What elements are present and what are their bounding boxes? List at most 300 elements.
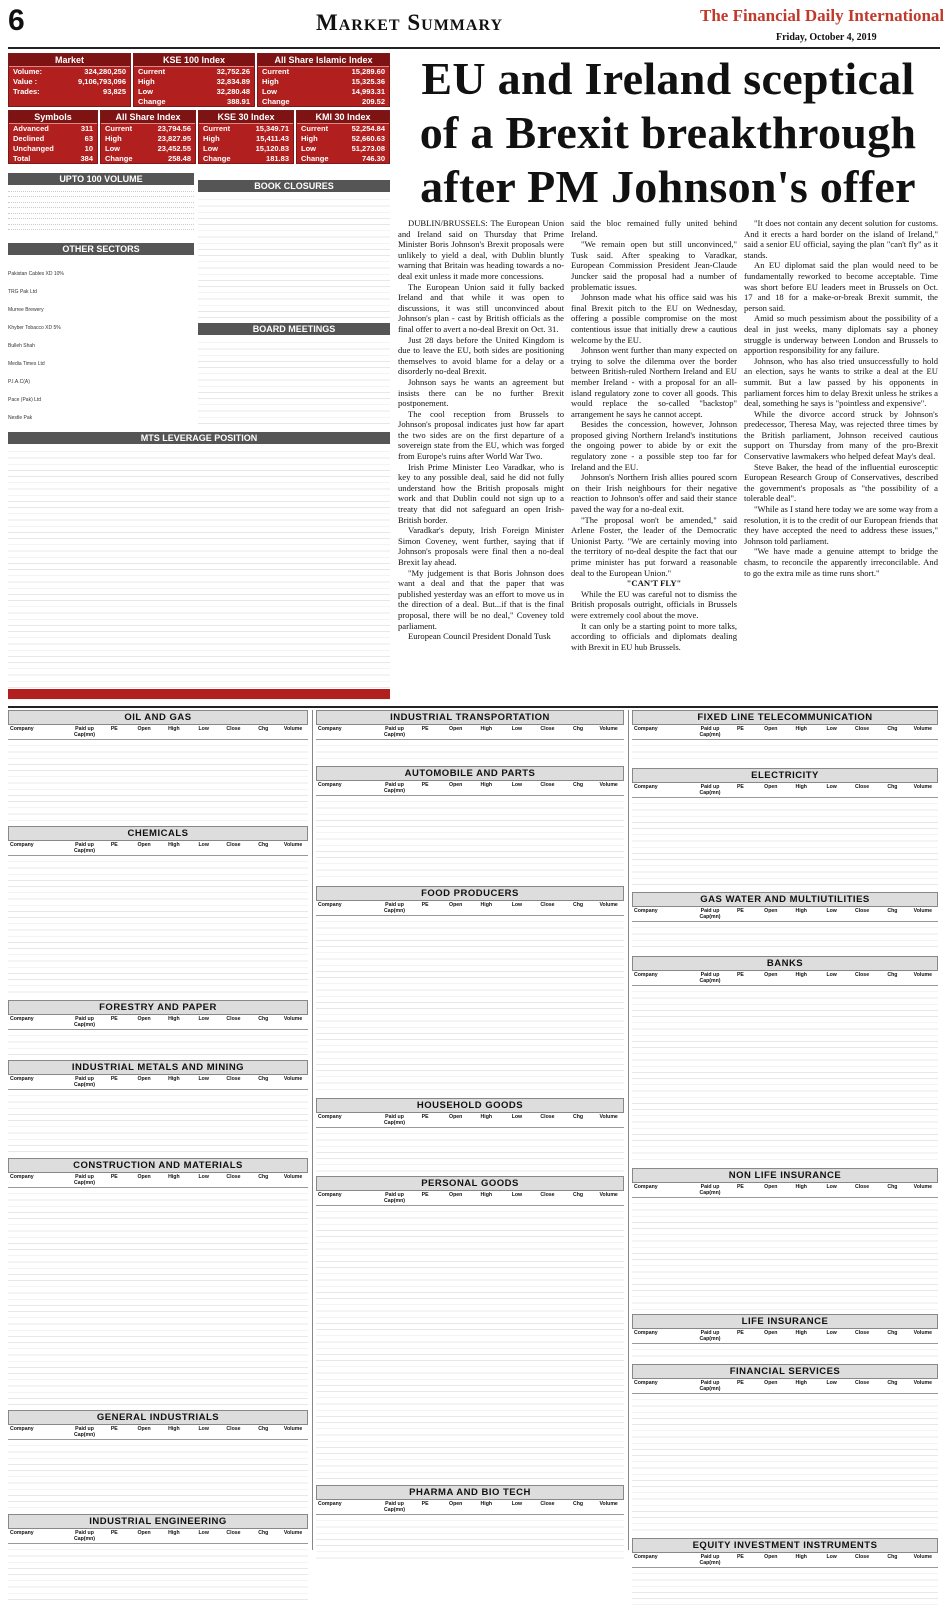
col-pe: PE bbox=[110, 1530, 118, 1536]
col-volume: Volume bbox=[283, 726, 303, 732]
kmi30-title: KMI 30 Index bbox=[297, 111, 389, 124]
col-paidup: Paid up Cap(mn) bbox=[73, 1530, 96, 1542]
article-paragraph: Johnson's Northern Irish allies poured scorn on their Irish neighbours for their negative reaction to Johnson's offer and said their stance paved the way for a no-deal exit. bbox=[571, 472, 737, 515]
symbols-box bbox=[8, 110, 98, 164]
col-pe: PE bbox=[421, 1192, 429, 1198]
index-value: 32,752.26 bbox=[216, 67, 250, 76]
col-chg: Chg bbox=[887, 908, 898, 914]
col-open: Open bbox=[764, 726, 778, 732]
col-company: Company bbox=[10, 1076, 34, 1082]
article-paragraph: Amid so much pessimism about the possibility of a deal in just weeks, many diplomats say a phoney struggle is underway between London and Brussels to apportion responsibility for any failure. bbox=[744, 313, 938, 356]
col-pe: PE bbox=[421, 1501, 429, 1507]
col-volume: Volume bbox=[913, 1330, 933, 1336]
col-chg: Chg bbox=[258, 726, 269, 732]
col-high: High bbox=[168, 726, 180, 732]
sector-rows bbox=[632, 1344, 938, 1360]
col-low: Low bbox=[826, 1184, 837, 1190]
col-open: Open bbox=[449, 782, 463, 788]
index-value: 52,660.63 bbox=[351, 134, 385, 143]
column-headers bbox=[8, 1015, 308, 1030]
col-close: Close bbox=[226, 1016, 241, 1022]
article-paragraph: Johnson made what his office said was his final Brexit pitch to the EU on Wednesday, offering a possible compromise on the most contentious issue that initially drew a cautious welcome by the EU. bbox=[571, 292, 737, 345]
col-low: Low bbox=[198, 1174, 209, 1180]
sector-rows bbox=[632, 740, 938, 764]
col-paidup: Paid up Cap(mn) bbox=[383, 782, 406, 794]
col-close: Close bbox=[540, 1114, 555, 1120]
article-paragraph: Johnson says he wants an agreement but insists there can be no further Brexit postponement. bbox=[398, 376, 564, 409]
allshare-box bbox=[100, 110, 196, 164]
sector-header: LIFE INSURANCE bbox=[632, 1314, 938, 1329]
sector-rows bbox=[8, 1544, 308, 1604]
col-paidup: Paid up Cap(mn) bbox=[383, 726, 406, 738]
col-low: Low bbox=[826, 972, 837, 978]
col-chg: Chg bbox=[573, 726, 584, 732]
other-sector-row: Pakistan Cables XD 10% bbox=[8, 271, 64, 277]
sector-header: GENERAL INDUSTRIALS bbox=[8, 1410, 308, 1425]
article-paragraph: "The proposal won't be amended," said Arlene Foster, the leader of the Democratic Unionist Party. "We are certainly moving into the territory of no-deal despite the fact that our prime minister has put forward a reasonable deal to the European Union." bbox=[571, 514, 737, 578]
index-label: High bbox=[203, 134, 220, 143]
article-paragraph: Varadkar's deputy, Irish Foreign Minister Simon Coveney, went further, saying that if Johnson's proposals were final then a no-deal Brexit lay ahead. bbox=[398, 525, 564, 567]
col-high: High bbox=[795, 784, 807, 790]
article-paragraph: "While as I stand here today we are some way from a resolution, it is to the credit of our European friends that they have accepted the need to address these issues," Johnson told parliament. bbox=[744, 504, 938, 546]
index-value: 15,411.43 bbox=[256, 134, 289, 143]
col-pe: PE bbox=[110, 1016, 118, 1022]
col-pe: PE bbox=[736, 784, 744, 790]
col-open: Open bbox=[449, 726, 463, 732]
index-label: Current bbox=[203, 124, 231, 133]
index-label: High bbox=[105, 134, 122, 143]
col-close: Close bbox=[854, 908, 870, 914]
sector-rows bbox=[316, 1206, 624, 1481]
col-volume: Volume bbox=[913, 726, 933, 732]
col-paidup: Paid up Cap(mn) bbox=[383, 902, 406, 914]
index-label: Low bbox=[105, 144, 120, 153]
col-pe: PE bbox=[736, 1380, 744, 1386]
index-value: 15,325.36 bbox=[351, 77, 385, 86]
column-headers bbox=[8, 1425, 308, 1440]
article-col-2 bbox=[571, 218, 737, 652]
col-company: Company bbox=[10, 1530, 34, 1536]
col-open: Open bbox=[764, 972, 778, 978]
sector-rows bbox=[316, 796, 624, 882]
col-low: Low bbox=[826, 1554, 837, 1560]
market-box bbox=[8, 53, 131, 107]
index-label: Change bbox=[105, 154, 133, 163]
col-high: High bbox=[480, 1192, 493, 1198]
sector-rows bbox=[316, 1128, 624, 1172]
column-headers bbox=[632, 1329, 938, 1344]
mts-table bbox=[8, 446, 390, 704]
col-company: Company bbox=[10, 1016, 34, 1022]
article-paragraph: "It does not contain any decent solution for customs. And it erects a hard border on the island of Ireland," said a senior EU official, saying the plan "can't fly" as it stands. bbox=[744, 218, 938, 260]
col-close: Close bbox=[540, 902, 555, 908]
other-sector-row: TRG Pak Ltd bbox=[8, 289, 37, 295]
index-value: 23,827.95 bbox=[157, 134, 191, 143]
market-label: Volume: bbox=[13, 67, 43, 76]
symbols-value: 63 bbox=[84, 134, 93, 143]
column-headers bbox=[632, 1379, 938, 1394]
article-col-3 bbox=[744, 218, 938, 578]
col-pe: PE bbox=[736, 972, 744, 978]
col-low: Low bbox=[826, 908, 837, 914]
market-value: 9,106,793,096 bbox=[78, 77, 126, 86]
column-headers bbox=[316, 725, 624, 740]
sector-rows bbox=[8, 1090, 308, 1154]
sector-rows bbox=[316, 740, 624, 762]
col-company: Company bbox=[634, 1330, 658, 1336]
other-sectors-table bbox=[8, 257, 194, 427]
col-chg: Chg bbox=[887, 784, 898, 790]
col-high: High bbox=[480, 782, 493, 788]
symbols-value: 384 bbox=[80, 154, 93, 163]
other-sector-row: Murree Brewery bbox=[8, 307, 44, 313]
index-value: 15,120.83 bbox=[255, 144, 289, 153]
column-divider bbox=[312, 710, 313, 1550]
col-close: Close bbox=[540, 1501, 555, 1507]
sector-rows bbox=[316, 1515, 624, 1563]
col-paidup: Paid up Cap(mn) bbox=[73, 1174, 96, 1186]
upto100-table bbox=[8, 186, 194, 238]
board-meetings-table bbox=[198, 337, 390, 427]
col-close: Close bbox=[854, 1330, 870, 1336]
symbols-value: 10 bbox=[84, 144, 93, 153]
col-open: Open bbox=[764, 1184, 778, 1190]
column-headers bbox=[632, 1553, 938, 1568]
col-close: Close bbox=[854, 1554, 870, 1560]
col-high: High bbox=[795, 1380, 807, 1386]
article-paragraph: Steve Baker, the head of the influential eurosceptic European Research Group of Conservatives, described the government's proposals as "the possibility of a tolerable deal". bbox=[744, 461, 938, 504]
col-open: Open bbox=[137, 842, 151, 848]
col-low: Low bbox=[198, 1016, 209, 1022]
col-open: Open bbox=[764, 1330, 778, 1336]
board-meetings-header: BOARD MEETINGS bbox=[198, 323, 390, 335]
symbols-value: 311 bbox=[80, 124, 93, 133]
col-low: Low bbox=[511, 902, 523, 908]
article-paragraph: Just 28 days before the United Kingdom is due to leave the EU, both sides are positioning themselves to avoid blame for a delay or a disorderly no-deal Brexit. bbox=[398, 334, 564, 377]
col-low: Low bbox=[511, 1192, 523, 1198]
col-chg: Chg bbox=[887, 972, 898, 978]
column-headers bbox=[632, 725, 938, 740]
col-close: Close bbox=[226, 1174, 241, 1180]
col-open: Open bbox=[137, 726, 151, 732]
col-chg: Chg bbox=[258, 1426, 269, 1432]
col-open: Open bbox=[449, 1192, 463, 1198]
index-label: Change bbox=[301, 154, 329, 163]
col-low: Low bbox=[826, 1380, 837, 1386]
col-open: Open bbox=[137, 1174, 151, 1180]
other-sector-row: Nestle Pak bbox=[8, 415, 33, 421]
col-low: Low bbox=[511, 1114, 523, 1120]
col-company: Company bbox=[318, 1192, 342, 1198]
col-volume: Volume bbox=[599, 1192, 618, 1198]
col-high: High bbox=[795, 908, 807, 914]
col-low: Low bbox=[511, 726, 523, 732]
sector-rows bbox=[316, 916, 624, 1094]
col-low: Low bbox=[198, 842, 209, 848]
col-open: Open bbox=[764, 908, 778, 914]
col-low: Low bbox=[826, 1330, 837, 1336]
col-high: High bbox=[795, 726, 807, 732]
col-paidup: Paid up Cap(mn) bbox=[73, 1016, 96, 1028]
col-pe: PE bbox=[110, 1076, 118, 1082]
index-value: 51,273.08 bbox=[351, 144, 385, 153]
index-label: High bbox=[301, 134, 318, 143]
sector-rows bbox=[632, 922, 938, 952]
col-high: High bbox=[795, 1330, 807, 1336]
col-low: Low bbox=[826, 726, 837, 732]
col-company: Company bbox=[634, 1554, 658, 1560]
headline: EU and Ireland sceptical of a Brexit breakthrough after PM Johnson's offer bbox=[419, 53, 917, 212]
col-chg: Chg bbox=[573, 782, 584, 788]
col-volume: Volume bbox=[599, 1114, 618, 1120]
other-sector-row: Bulleh Shah bbox=[8, 343, 35, 349]
article-paragraph: It can only be a starting point to more talks, according to officials and diplomats dealing with Brexit in EU hub Brussels. bbox=[571, 620, 737, 652]
sector-header: OIL AND GAS bbox=[8, 710, 308, 725]
article-paragraph: While the EU was careful not to dismiss the British proposals outright, officials in Brussels were extremely cool about the move. bbox=[571, 588, 737, 620]
col-company: Company bbox=[318, 1501, 342, 1507]
column-headers bbox=[8, 1075, 308, 1090]
sector-header: FOOD PRODUCERS bbox=[316, 886, 624, 901]
col-company: Company bbox=[10, 1174, 34, 1180]
article-paragraph: DUBLIN/BRUSSELS: The European Union and Ireland said on Thursday that Prime Minister Boris Johnson's Brexit proposals were unlikely to yield a deal, with Dublin bluntly warning that Britain was heading towards a no-deal exit unless it made more concessions. bbox=[398, 218, 564, 281]
allshare-islamic-box bbox=[257, 53, 390, 107]
col-low: Low bbox=[198, 726, 209, 732]
col-high: High bbox=[795, 1184, 807, 1190]
col-paidup: Paid up Cap(mn) bbox=[73, 1076, 96, 1088]
col-close: Close bbox=[226, 1426, 241, 1432]
col-paidup: Paid up Cap(mn) bbox=[699, 1330, 721, 1342]
other-sector-row: Media Times Ltd bbox=[8, 361, 45, 367]
sector-rows bbox=[8, 856, 308, 996]
book-closures-header: BOOK CLOSURES bbox=[198, 180, 390, 192]
page-number: 6 bbox=[8, 4, 25, 37]
col-volume: Volume bbox=[913, 1184, 933, 1190]
col-high: High bbox=[480, 1501, 493, 1507]
col-pe: PE bbox=[736, 1184, 744, 1190]
article-paragraph: Johnson went further than many expected on trying to solve the dilemma over the border between British-ruled Northern Ireland and EU member Ireland - with a proposal for an all-island regulatory zone to cover all goods. This would replace the so-called "backstop" arrangement he says he cannot accept. bbox=[571, 345, 737, 419]
article-paragraph: An EU diplomat said the plan would need to be fundamentally reworked to become acceptable. Time was short before EU leaders meet in Brussels on Oct. 17 and 18 for a make-or-break Brexit summit, the person said. bbox=[744, 260, 938, 313]
sector-header: CONSTRUCTION AND MATERIALS bbox=[8, 1158, 308, 1173]
other-sector-row: Pace (Pak) Ltd bbox=[8, 397, 42, 403]
col-pe: PE bbox=[110, 1426, 118, 1432]
index-value: 23,452.55 bbox=[157, 144, 191, 153]
index-value: 14,993.31 bbox=[351, 87, 385, 96]
col-pe: PE bbox=[736, 908, 744, 914]
sector-rows bbox=[632, 798, 938, 888]
symbols-label: Total bbox=[13, 154, 31, 163]
sector-header: INDUSTRIAL ENGINEERING bbox=[8, 1514, 308, 1529]
index-value: 52,254.84 bbox=[351, 124, 385, 133]
mts-header: MTS LEVERAGE POSITION bbox=[8, 432, 390, 444]
col-low: Low bbox=[198, 1076, 209, 1082]
col-chg: Chg bbox=[258, 1174, 269, 1180]
col-company: Company bbox=[10, 842, 34, 848]
index-label: Low bbox=[138, 87, 153, 96]
col-chg: Chg bbox=[573, 1114, 584, 1120]
other-sector-row: P.I.A.C(A) bbox=[8, 379, 30, 385]
index-value: 15,289.60 bbox=[351, 67, 385, 76]
col-close: Close bbox=[854, 726, 870, 732]
column-divider bbox=[628, 710, 629, 1550]
col-chg: Chg bbox=[887, 1330, 898, 1336]
article-paragraph: "We have made a genuine attempt to bridge the chasm, to reconcile the apparently irreconcilable. And to go the extra mile as time runs short." bbox=[744, 546, 938, 578]
sector-header: FINANCIAL SERVICES bbox=[632, 1364, 938, 1379]
col-company: Company bbox=[634, 1184, 658, 1190]
col-close: Close bbox=[540, 726, 555, 732]
col-company: Company bbox=[318, 1114, 342, 1120]
col-volume: Volume bbox=[283, 1016, 303, 1022]
index-label: Current bbox=[262, 67, 290, 76]
col-volume: Volume bbox=[283, 1530, 303, 1536]
market-value: 93,825 bbox=[103, 87, 126, 96]
index-label: Change bbox=[262, 97, 290, 106]
col-paidup: Paid up Cap(mn) bbox=[73, 726, 96, 738]
publication-date: Friday, October 4, 2019 bbox=[776, 32, 877, 43]
col-volume: Volume bbox=[913, 1554, 933, 1560]
col-volume: Volume bbox=[599, 782, 618, 788]
col-paidup: Paid up Cap(mn) bbox=[699, 1380, 721, 1392]
col-volume: Volume bbox=[913, 784, 933, 790]
col-open: Open bbox=[449, 902, 463, 908]
col-company: Company bbox=[634, 972, 658, 978]
col-open: Open bbox=[137, 1530, 151, 1536]
column-headers bbox=[632, 971, 938, 986]
col-high: High bbox=[795, 972, 807, 978]
col-close: Close bbox=[226, 1076, 241, 1082]
sector-rows bbox=[8, 1440, 308, 1510]
sector-header: PHARMA AND BIO TECH bbox=[316, 1485, 624, 1500]
col-high: High bbox=[168, 1174, 180, 1180]
col-paidup: Paid up Cap(mn) bbox=[699, 972, 721, 984]
sector-header: NON LIFE INSURANCE bbox=[632, 1168, 938, 1183]
col-chg: Chg bbox=[887, 1554, 898, 1560]
article-paragraph: The European Union said it fully backed Ireland and that while it was open to discussions, it was still unconvinced about Johnson's plan - cast by British officials as the final offer to avert a no-deal Brexit on Oct. 31. bbox=[398, 281, 564, 334]
mts-total-bar bbox=[8, 689, 390, 699]
col-low: Low bbox=[198, 1426, 209, 1432]
col-company: Company bbox=[10, 1426, 34, 1432]
col-open: Open bbox=[449, 1114, 463, 1120]
col-close: Close bbox=[854, 784, 870, 790]
article-paragraph: "My judgement is that Boris Johnson does want a deal and that the paper that was published yesterday was an effort to move us in the direction of a deal. But...if that is the final proposal, there will be no deal," Coveney told parliament. bbox=[398, 567, 564, 631]
sector-header: FIXED LINE TELECOMMUNICATION bbox=[632, 710, 938, 725]
market-box-title: Market bbox=[9, 54, 130, 67]
col-chg: Chg bbox=[887, 1184, 898, 1190]
col-high: High bbox=[168, 1426, 180, 1432]
sector-header: PERSONAL GOODS bbox=[316, 1176, 624, 1191]
sector-rows bbox=[8, 740, 308, 822]
index-label: Low bbox=[203, 144, 218, 153]
sector-rows bbox=[632, 1568, 938, 1608]
index-label: Current bbox=[105, 124, 133, 133]
col-company: Company bbox=[634, 784, 658, 790]
index-label: Change bbox=[203, 154, 231, 163]
col-open: Open bbox=[449, 1501, 463, 1507]
sector-header: CHEMICALS bbox=[8, 826, 308, 841]
col-close: Close bbox=[540, 782, 555, 788]
other-sectors-header: OTHER SECTORS bbox=[8, 243, 194, 255]
col-high: High bbox=[168, 1530, 180, 1536]
column-headers bbox=[632, 1183, 938, 1198]
article-col-1 bbox=[398, 218, 564, 642]
col-paidup: Paid up Cap(mn) bbox=[699, 1554, 721, 1566]
col-chg: Chg bbox=[573, 1501, 584, 1507]
col-paidup: Paid up Cap(mn) bbox=[699, 726, 721, 738]
col-open: Open bbox=[764, 1554, 778, 1560]
sector-header: AUTOMOBILE AND PARTS bbox=[316, 766, 624, 781]
article-paragraph: Irish Prime Minister Leo Varadkar, who is key to any possible deal, said he did not fully understand how the British proposals might work and that Dublin could not sign up to a treaty that did not safeguard an open Irish-British border. bbox=[398, 461, 564, 525]
index-value: 15,349.71 bbox=[255, 124, 289, 133]
column-headers bbox=[8, 841, 308, 856]
col-pe: PE bbox=[110, 842, 118, 848]
col-open: Open bbox=[764, 1380, 778, 1386]
kmi30-box bbox=[296, 110, 390, 164]
col-close: Close bbox=[854, 1184, 870, 1190]
column-headers bbox=[8, 1173, 308, 1188]
index-value: 32,834.89 bbox=[216, 77, 250, 86]
col-chg: Chg bbox=[573, 902, 584, 908]
col-company: Company bbox=[634, 726, 658, 732]
masthead-rule bbox=[8, 47, 940, 49]
col-pe: PE bbox=[110, 1174, 118, 1180]
index-value: 746.30 bbox=[362, 154, 385, 163]
col-company: Company bbox=[10, 726, 34, 732]
sector-rows bbox=[632, 1198, 938, 1310]
index-label: High bbox=[138, 77, 155, 86]
article-subhead: "CAN'T FLY" bbox=[626, 578, 682, 589]
index-label: Current bbox=[301, 124, 329, 133]
col-pe: PE bbox=[736, 726, 744, 732]
col-pe: PE bbox=[421, 726, 429, 732]
col-company: Company bbox=[634, 908, 658, 914]
index-value: 181.83 bbox=[266, 154, 289, 163]
col-low: Low bbox=[511, 782, 523, 788]
section-title: Market Summary bbox=[316, 10, 504, 35]
article-paragraph: Besides the concession, however, Johnson proposed giving Northern Ireland's institutions the ongoing power to abide by or exit the regulatory zone - a possible step too far for Ireland and the EU. bbox=[571, 419, 737, 472]
col-close: Close bbox=[226, 1530, 241, 1536]
col-open: Open bbox=[137, 1426, 151, 1432]
col-chg: Chg bbox=[258, 1076, 269, 1082]
col-volume: Volume bbox=[913, 908, 933, 914]
col-volume: Volume bbox=[913, 1380, 933, 1386]
col-pe: PE bbox=[736, 1554, 744, 1560]
column-headers bbox=[316, 901, 624, 916]
sector-header: EQUITY INVESTMENT INSTRUMENTS bbox=[632, 1538, 938, 1553]
sector-header: BANKS bbox=[632, 956, 938, 971]
col-low: Low bbox=[511, 1501, 523, 1507]
sector-header: GAS WATER AND MULTIUTILITIES bbox=[632, 892, 938, 907]
col-high: High bbox=[480, 1114, 493, 1120]
col-close: Close bbox=[540, 1192, 555, 1198]
kse30-title: KSE 30 Index bbox=[199, 111, 293, 124]
publication-name: The Financial Daily International bbox=[700, 6, 945, 25]
upto100-header: UPTO 100 VOLUME bbox=[8, 173, 194, 185]
col-chg: Chg bbox=[887, 726, 898, 732]
col-company: Company bbox=[318, 902, 342, 908]
col-pe: PE bbox=[421, 1114, 429, 1120]
symbols-label: Advanced bbox=[13, 124, 49, 133]
col-close: Close bbox=[854, 1380, 870, 1386]
col-chg: Chg bbox=[573, 1192, 584, 1198]
col-paidup: Paid up Cap(mn) bbox=[383, 1192, 406, 1204]
article-paragraph: "We remain open but still unconvinced," Tusk said. After speaking to Varadkar, European Commission President Jean-Claude Juncker said the proposal had a number of problematic issues. bbox=[571, 239, 737, 292]
col-open: Open bbox=[764, 784, 778, 790]
col-high: High bbox=[480, 902, 493, 908]
col-high: High bbox=[168, 1016, 180, 1022]
col-volume: Volume bbox=[913, 972, 933, 978]
index-value: 23,794.56 bbox=[157, 124, 191, 133]
index-label: High bbox=[262, 77, 279, 86]
col-pe: PE bbox=[736, 1330, 744, 1336]
